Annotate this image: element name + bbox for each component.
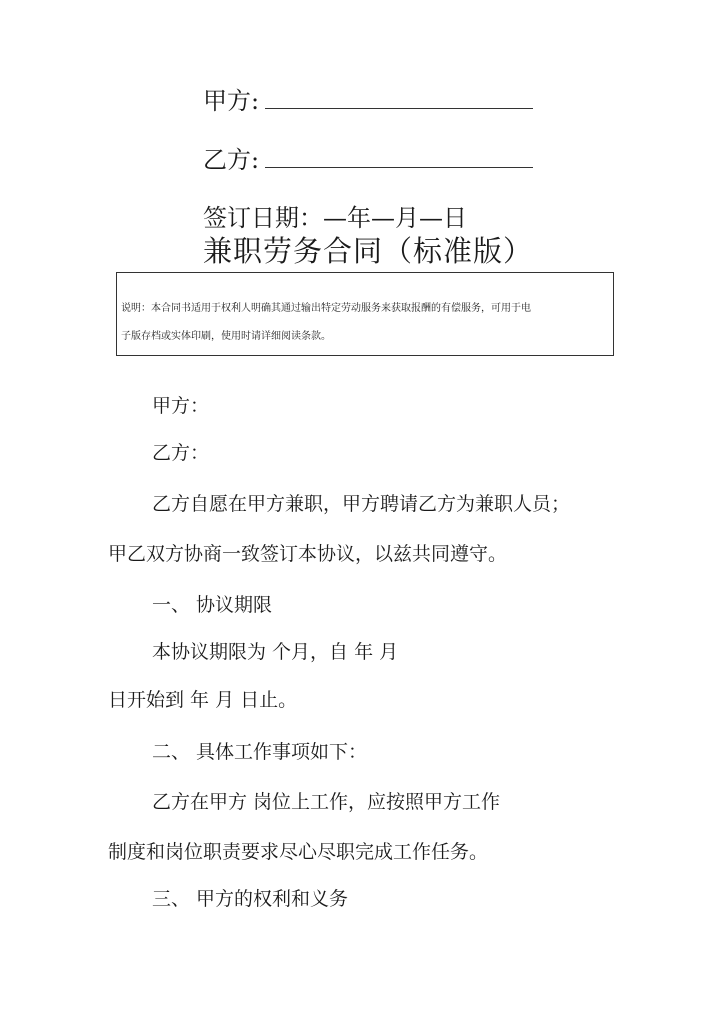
section-1-heading: 一、 协议期限 bbox=[152, 594, 273, 616]
section-1-line-1: 本协议期限为 个月，自 年 月 bbox=[152, 641, 399, 663]
section-3-heading: 三、 甲方的权利和义务 bbox=[152, 888, 349, 910]
body-party-b: 乙方： bbox=[152, 442, 210, 464]
section-2-line-2: 制度和岗位职责要求尽心尽职完成工作任务。 bbox=[108, 841, 489, 863]
party-a-label: 甲方: bbox=[203, 87, 260, 115]
note-box bbox=[116, 272, 614, 356]
paragraph-1-line-2: 甲乙双方协商一致签订本协议，以兹共同遵守。 bbox=[108, 543, 508, 565]
section-1-line-2: 日开始到 年 月 日止。 bbox=[108, 689, 298, 711]
document-title: 兼职劳务合同（标准版） bbox=[203, 234, 534, 268]
section-2-heading: 二、 具体工作事项如下： bbox=[152, 741, 368, 763]
section-2-line-1: 乙方在甲方 岗位上工作，应按照甲方工作 bbox=[152, 791, 501, 813]
note-line-2: 子版存档或实体印刷，使用时请详细阅读条款。 bbox=[121, 331, 331, 342]
party-b-blank bbox=[265, 145, 533, 168]
party-b-signature-line bbox=[203, 145, 533, 175]
note-line-1: 说明：本合同书适用于权利人明确其通过输出特定劳动服务来获取报酬的有偿服务，可用于电 bbox=[121, 303, 531, 314]
sign-date: 签订日期：—年—月—日 bbox=[203, 204, 467, 232]
body-party-a: 甲方： bbox=[152, 395, 210, 417]
paragraph-1-line-1: 乙方自愿在甲方兼职，甲方聘请乙方为兼职人员； bbox=[152, 493, 571, 515]
party-a-blank bbox=[265, 86, 533, 109]
party-a-signature-line bbox=[203, 86, 533, 116]
party-b-label: 乙方: bbox=[203, 146, 260, 174]
